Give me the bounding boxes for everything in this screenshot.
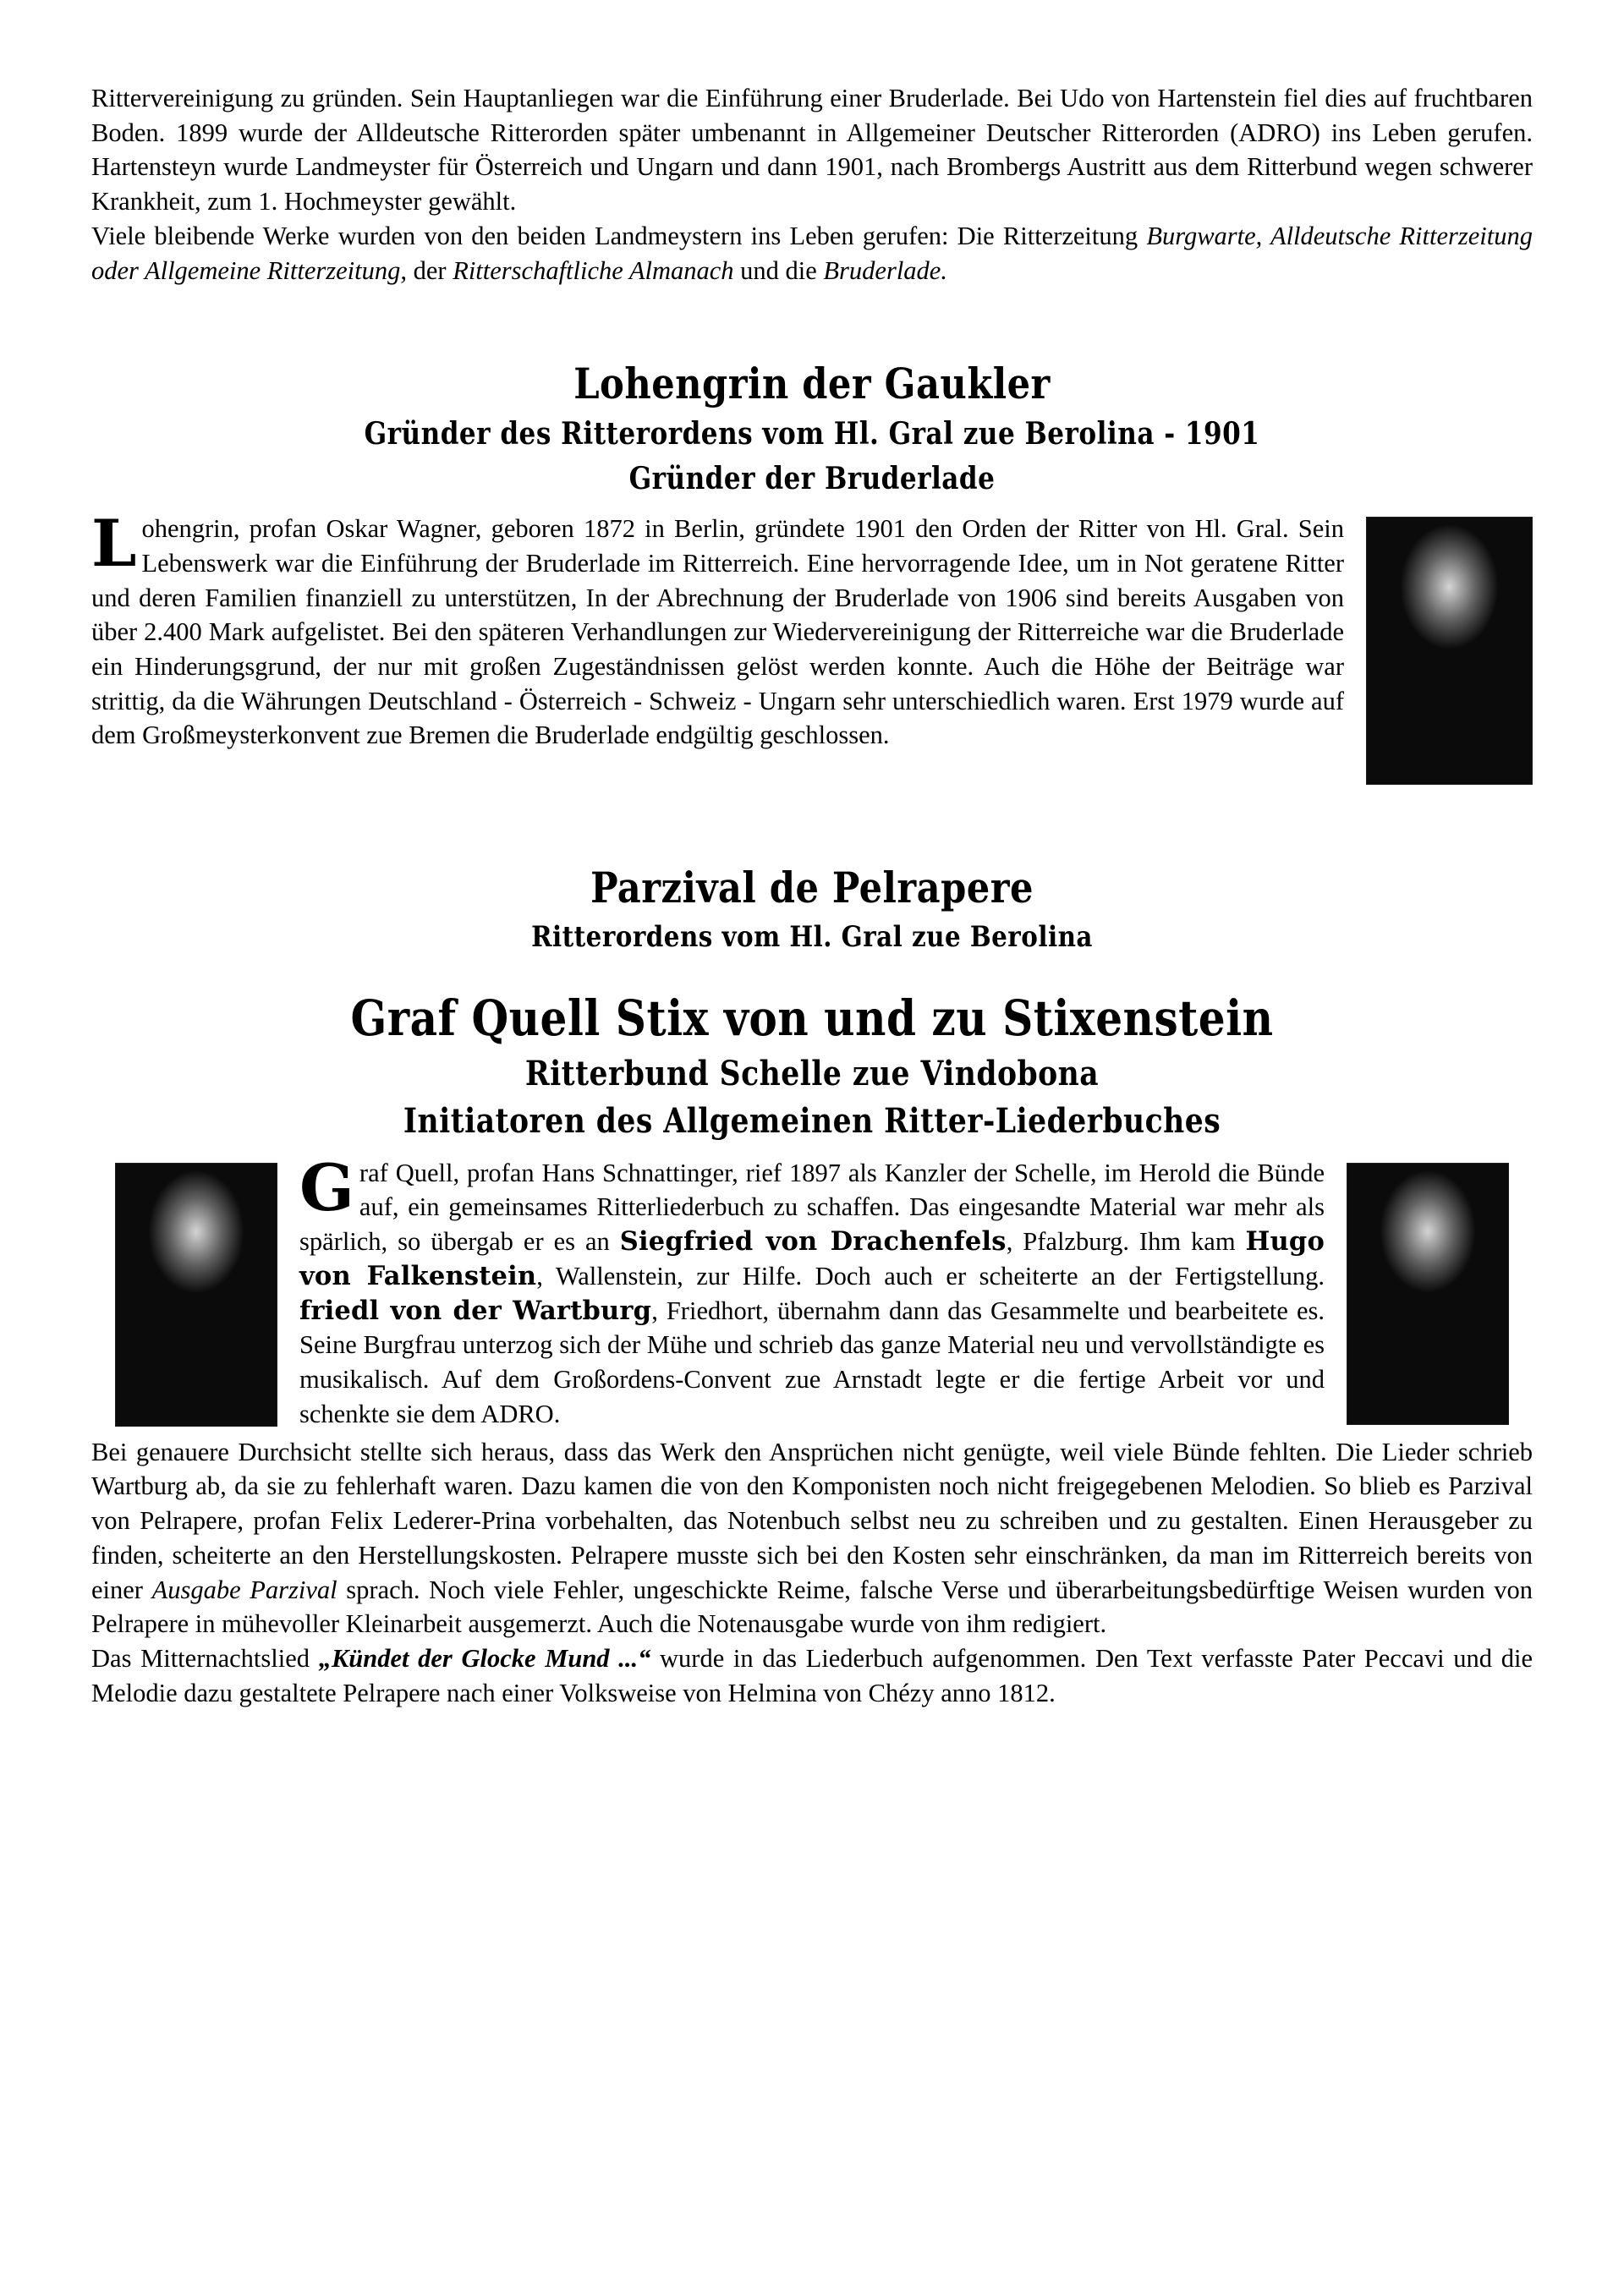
quell-body-block <box>91 1149 1533 1435</box>
spacer <box>91 452 1533 461</box>
lohengrin-dropcap: L <box>91 506 137 582</box>
quell-body-text-4: , Friedhort, übernahm dann das Gesammelte und bearbeitete es. Seine Burgfrau unterzog sich der Mühe und schrieb das ganze Material neu und vervollständigte es musikalisch. Auf dem Großordens-Convent zue Arnstadt legte er die fertige Arbeit vor und schenkte sie dem ADRO. <box>299 1296 1325 1428</box>
intro-paragraph-2-text-3: und die <box>733 255 824 285</box>
spacer <box>91 288 1533 360</box>
quell-body-fraktur-2: Hugo von Falkenstein <box>299 1226 1325 1291</box>
quell-subheading-1: Ritterbund Schelle zue Vindobona <box>524 1053 1100 1093</box>
lohengrin-body-block <box>91 506 1533 792</box>
quell-paragraph-2-text-2: sprach. Noch viele Fehler, ungeschickte Reime, falsche Verse und überarbeitungsbedürftige Weisen wurden von Pelrapere in mühevoller Kleinarbeit ausgemerzt. Auch die Notenausgabe wurde von ihm redigiert. <box>91 1575 1533 1639</box>
spacer <box>91 792 1533 864</box>
lohengrin-body-text: ohengrin, profan Oskar Wagner, geboren 1872 in Berlin, gründete 1901 den Orden der Ritter von Hl. Gral. Sein Lebenswerk war die Einführung der Bruderlade im Ritterreich. Eine hervorragende Idee, um in Not geratene Ritter und deren Familien finanziell zu unterstützen, In der Abrechnung der Bruderlade von 1906 sind bereits Ausgaben von über 2.400 Mark aufgelistet. Bei den späteren Verhandlungen zur Wiedervereinigung der Ritterreiche war die Bruderlade ein Hinderungsgrund, der nur mit großen Zugeständnissen gelöst werden konnte. Auch die Höhe der Beiträge war strittig, da die Währungen Deutschland - Österreich - Schweiz - Ungarn sehr unterschiedlich waren. Erst 1979 wurde auf dem Großmeysterkonvent zue Bremen die Bruderlade endgültig geschlossen. <box>91 514 1344 750</box>
quell-paragraph-3-text-1: Das Mitternachtslied <box>91 1643 319 1673</box>
section-lohengrin <box>91 360 1533 792</box>
quell-body-text-3: , Wallenstein, zur Hilfe. Doch auch er scheiterte an der Fertigstellung. <box>536 1261 1325 1290</box>
lohengrin-subheading-1: Gründer des Ritterordens vom Hl. Gral zue Berolina - 1901 <box>364 416 1260 452</box>
portrait-oskar-wagner-image <box>1366 517 1533 785</box>
quell-paragraph-3 <box>91 1641 1533 1710</box>
quell-subheading-2: Initiatoren des Allgemeinen Ritter-Liederbuches <box>403 1100 1221 1141</box>
quell-body <box>91 1149 1533 1432</box>
intro-paragraph-2 <box>91 219 1533 288</box>
quell-body-fraktur-1: Siegfried von Drachenfels <box>619 1226 1007 1258</box>
intro-paragraph-2-text-1: Viele bleibende Werke wurden von den beiden Landmeystern ins Leben gerufen: Die Ritterzeitung <box>91 221 1147 250</box>
quell-body-text-2: , Pfalzburg. Ihm kam <box>1006 1227 1246 1257</box>
parzival-heading: Parzival de Pelrapere <box>590 863 1034 913</box>
intro-paragraph-2-italic-1: Burgwarte, Alldeutsche Ritterzeitung oder Allgemeine Ritterzeitung, <box>91 221 1533 285</box>
lohengrin-heading: Lohengrin der Gaukler <box>573 359 1051 409</box>
spacer <box>91 408 1533 416</box>
quell-body-fraktur-3: friedl von der Wartburg <box>299 1295 652 1326</box>
portrait-graf-quell-image <box>115 1163 277 1427</box>
section-quell <box>91 989 1533 1710</box>
section-parzival <box>91 864 1533 955</box>
quell-paragraph-2-text-1: Bei genauere Durchsicht stellte sich heraus, dass das Werk den Ansprüchen nicht genügte, weil viele Bünde fehlten. Die Lieder schrieb Wartburg ab, da sie zu fehlerhaft waren. Dazu kamen die von den Komponisten noch nicht freigegebenen Melodien. So blieb es Parzival von Pelrapere, profan Felix Lederer-Prina vorbehalten, das Notenbuch selbst neu zu schreiben und zu gestalten. Einen Herausgeber zu finden, scheiterte an den Herstellungskosten. Pelrapere musste sich bei den Kosten sehr einschränken, da man im Ritterreich bereits von einer <box>91 1437 1533 1604</box>
quell-paragraph-2-italic: Ausgabe Parzival <box>151 1575 337 1604</box>
quell-dropcap: G <box>299 1149 354 1225</box>
quell-body-text-1: raf Quell, profan Hans Schnattinger, rief 1897 als Kanzler der Schelle, im Herold die Bünde auf, ein gemeinsames Ritterliederbuch zu schaffen. Das eingesandte Material war mehr als spärlich, so übergab er es an <box>299 1158 1325 1257</box>
spacer <box>91 955 1533 992</box>
quell-paragraph-3-bold: „Kündet der Glocke Mund ...“ <box>318 1643 651 1673</box>
intro-paragraph-2-italic-3: Bruderlade. <box>823 255 947 285</box>
quell-heading: Graf Quell Stix von und zu Stixenstein <box>350 989 1274 1047</box>
intro-paragraph-2-italic-2: Ritterschaftliche Almanach <box>453 255 734 285</box>
intro-paragraph-1: Rittervereinigung zu gründen. Sein Hauptanliegen war die Einführung einer Bruderlade. Bei Udo von Hartenstein fiel dies auf fruchtbaren Boden. 1899 wurde der Alldeutsche Ritterorden später umbenannt in Allgemeiner Deutscher Ritterorden (ADRO) ins Leben gerufen. Hartensteyn wurde Landmeyster für Österreich und Ungarn und dann 1901, nach Brombergs Austritt aus dem Ritterbund wegen schwerer Krankheit, zum 1. Hochmeyster gewählt. <box>91 84 1533 216</box>
spacer <box>91 912 1533 920</box>
quell-paragraph-3-text-2: wurde in das Liederbuch aufgenommen. Den Text verfasste Pater Peccavi und die Melodie dazu gestaltete Pelrapere nach einer Volksweise von Helmina von Chézy anno 1812. <box>91 1643 1533 1707</box>
lohengrin-subheading-2: Gründer der Bruderlade <box>628 460 996 496</box>
parzival-subheading: Ritterordens vom Hl. Gral zue Berolina <box>531 920 1093 955</box>
intro-paragraph-2-text-2: der <box>407 255 453 285</box>
spacer <box>91 496 1533 512</box>
quell-paragraph-2 <box>91 1435 1533 1641</box>
lohengrin-body <box>91 506 1533 753</box>
intro-section <box>91 81 1533 288</box>
portrait-parzival-de-pelrapere-image <box>1347 1163 1509 1425</box>
